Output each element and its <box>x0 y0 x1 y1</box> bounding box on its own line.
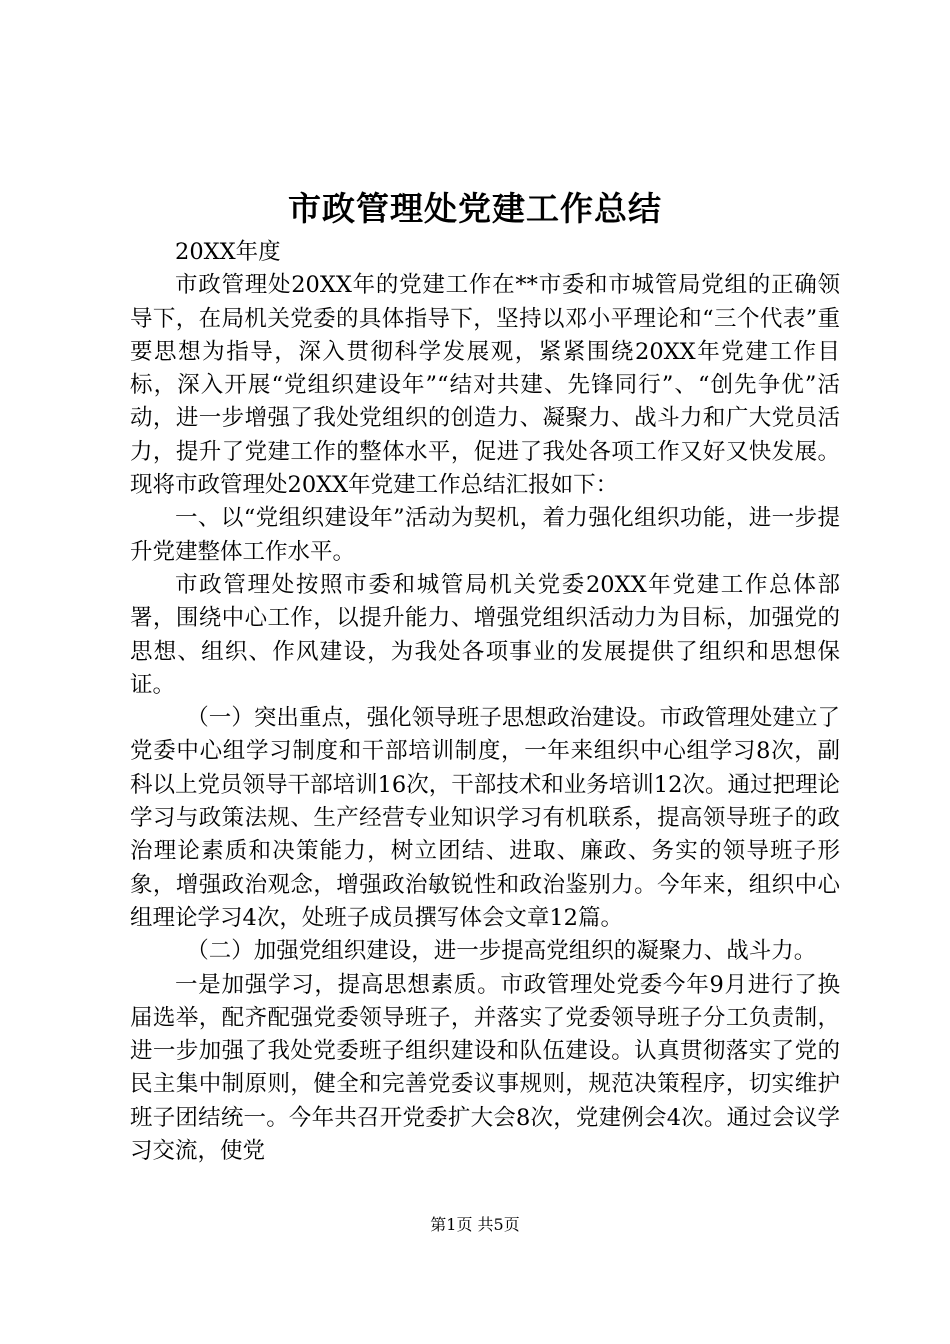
section-heading-1: 一、以“党组织建设年”活动为契机，着力强化组织功能，进一步提升党建整体工作水平。 <box>130 505 840 565</box>
page-footer: 第1页 共5页 <box>430 1215 520 1234</box>
subsection-1-paragraph: （一）突出重点，强化领导班子思想政治建设。市政管理处建立了党委中心组学习制度和干部培训制度，一年来组织中心组学习8次，副科以上党员领导干部培训16次，干部技术和业务培训12次。通过把理论学习与政策法规、生产经营专业知识学习有机联系，提高领导班子的政治理论素质和决策能力，树立团结、进取、廉政、务实的领导班子形象，增强政治观念，增强政治敏锐性和政治鉴别力。今年来，组织中心组理论学习4次，处班子成员撰写体会文章12篇。 <box>130 705 840 931</box>
intro-paragraph: 市政管理处20XX年的党建工作在**市委和市城管局党组的正确领导下，在局机关党委的具体指导下，坚持以邓小平理论和“三个代表”重要思想为指导，深入贯彻科学发展观，紧紧围绕20XX年党建工作目标，深入开展“党组织建设年”“结对共建、先锋同行”、“创先争优”活动，进一步增强了我处党组织的创造力、凝聚力、战斗力和广大党员活力，提升了党建工作的整体水平，促进了我处各项工作又好又快发展。现将市政管理处20XX年党建工作总结汇报如下： <box>130 272 840 499</box>
document-title: 市政管理处党建工作总结 <box>288 189 662 228</box>
subsection-2-paragraph: 一是加强学习，提高思想素质。市政管理处党委今年9月进行了换届选举，配齐配强党委领导班子，并落实了党委领导班子分工负责制，进一步加强了我处党委班子组织建设和队伍建设。认真贯彻落实了党的民主集中制原则，健全和完善党委议事规则，规范决策程序，切实维护班子团结统一。今年共召开党委扩大会8次，党建例会4次。通过会议学习交流，使党 <box>130 971 840 1165</box>
year-line: 20XX年度 <box>175 239 281 265</box>
subsection-2-heading: （二）加强党组织建设，进一步提高党组织的凝聚力、战斗力。 <box>186 938 817 965</box>
section-1-paragraph: 市政管理处按照市委和城管局机关党委20XX年党建工作总体部署，围绕中心工作，以提升能力、增强党组织活动力为目标，加强党的思想、组织、作风建设，为我处各项事业的发展提供了组织和思想保证。 <box>130 571 840 698</box>
document-body <box>130 236 840 1168</box>
